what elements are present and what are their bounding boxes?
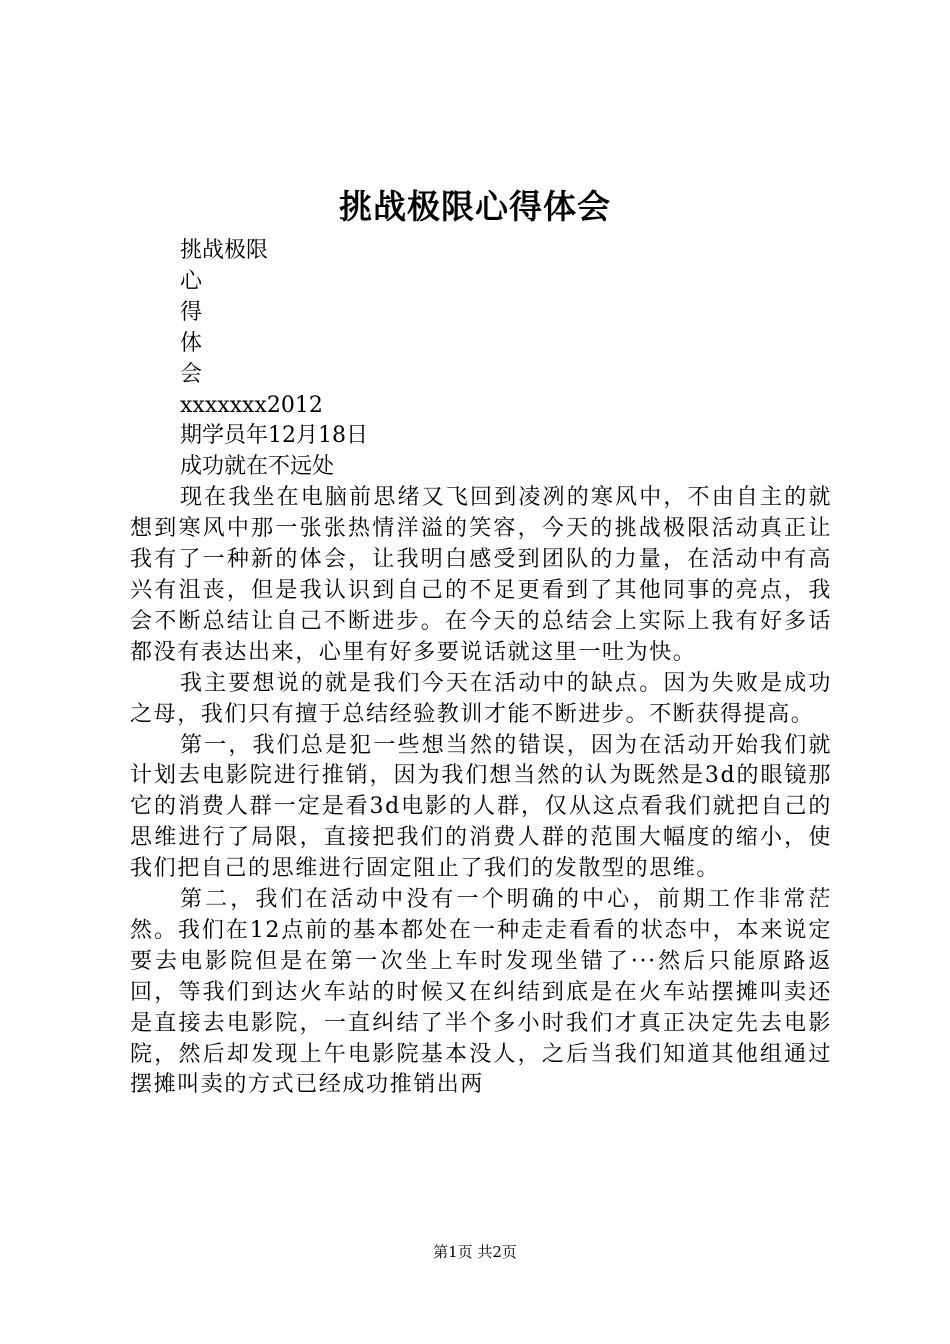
header-line: 得 (180, 299, 203, 325)
header-line: 会 (180, 361, 203, 387)
paragraph: 我主要想说的就是我们今天在活动中的缺点。因为失败是成功之母，我们只有擅于总结经验教训才能不断进步。不断获得提高。 (130, 670, 832, 727)
paragraph: 第一，我们总是犯一些想当然的错误，因为在活动开始我们就计划去电影院进行推销，因为我们想当然的认为既然是3d的眼镜那它的消费人群一定是看3d电影的人群，仅从这点看我们就把自己的思维进行了局限，直接把我们的消费人群的范围大幅度的缩小，使我们把自己的思维进行固定阻止了我们的发散型的思维。 (130, 732, 832, 882)
header-line-class: xxxxxxx2012 (180, 392, 323, 418)
header-line-date: 期学员年12月18日 (180, 423, 368, 449)
document-title: 挑战极限心得体会 (339, 187, 611, 226)
paragraph: 第二，我们在活动中没有一个明确的中心，前期工作非常茫然。我们在12点前的基本都处在一种走走看看的状态中，本来说定要去电影院但是在第一次坐上车时发现坐错了···然后只能原路返回，等我们到达火车站的时候又在纠结到底是在火车站摆摊叫卖还是直接去电影院，一直纠结了半个多小时我们才真正决定先去电影院，然后却发现上午电影院基本没人，之后当我们知道其他组通过摆摊叫卖的方式已经成功推销出两 (130, 887, 832, 1098)
page-number: 第1页 共2页 (433, 1243, 517, 1261)
section-heading: 成功就在不远处 (180, 454, 335, 480)
paragraph: 现在我坐在电脑前思绪又飞回到凌冽的寒风中，不由自主的就想到寒风中那一张张热情洋溢的笑容，今天的挑战极限活动真正让我有了一种新的体会，让我明白感受到团队的力量，在活动中有高兴有沮丧，但是我认识到自己的不足更看到了其他同事的亮点，我会不断总结让自己不断进步。在今天的总结会上实际上我有好多话都没有表达出来，心里有好多要说话就这里一吐为快。 (130, 485, 832, 665)
header-line: 体 (180, 330, 203, 356)
document-body (130, 236, 832, 1101)
header-line: 挑战极限 (180, 238, 269, 263)
header-line: 心 (180, 268, 203, 294)
